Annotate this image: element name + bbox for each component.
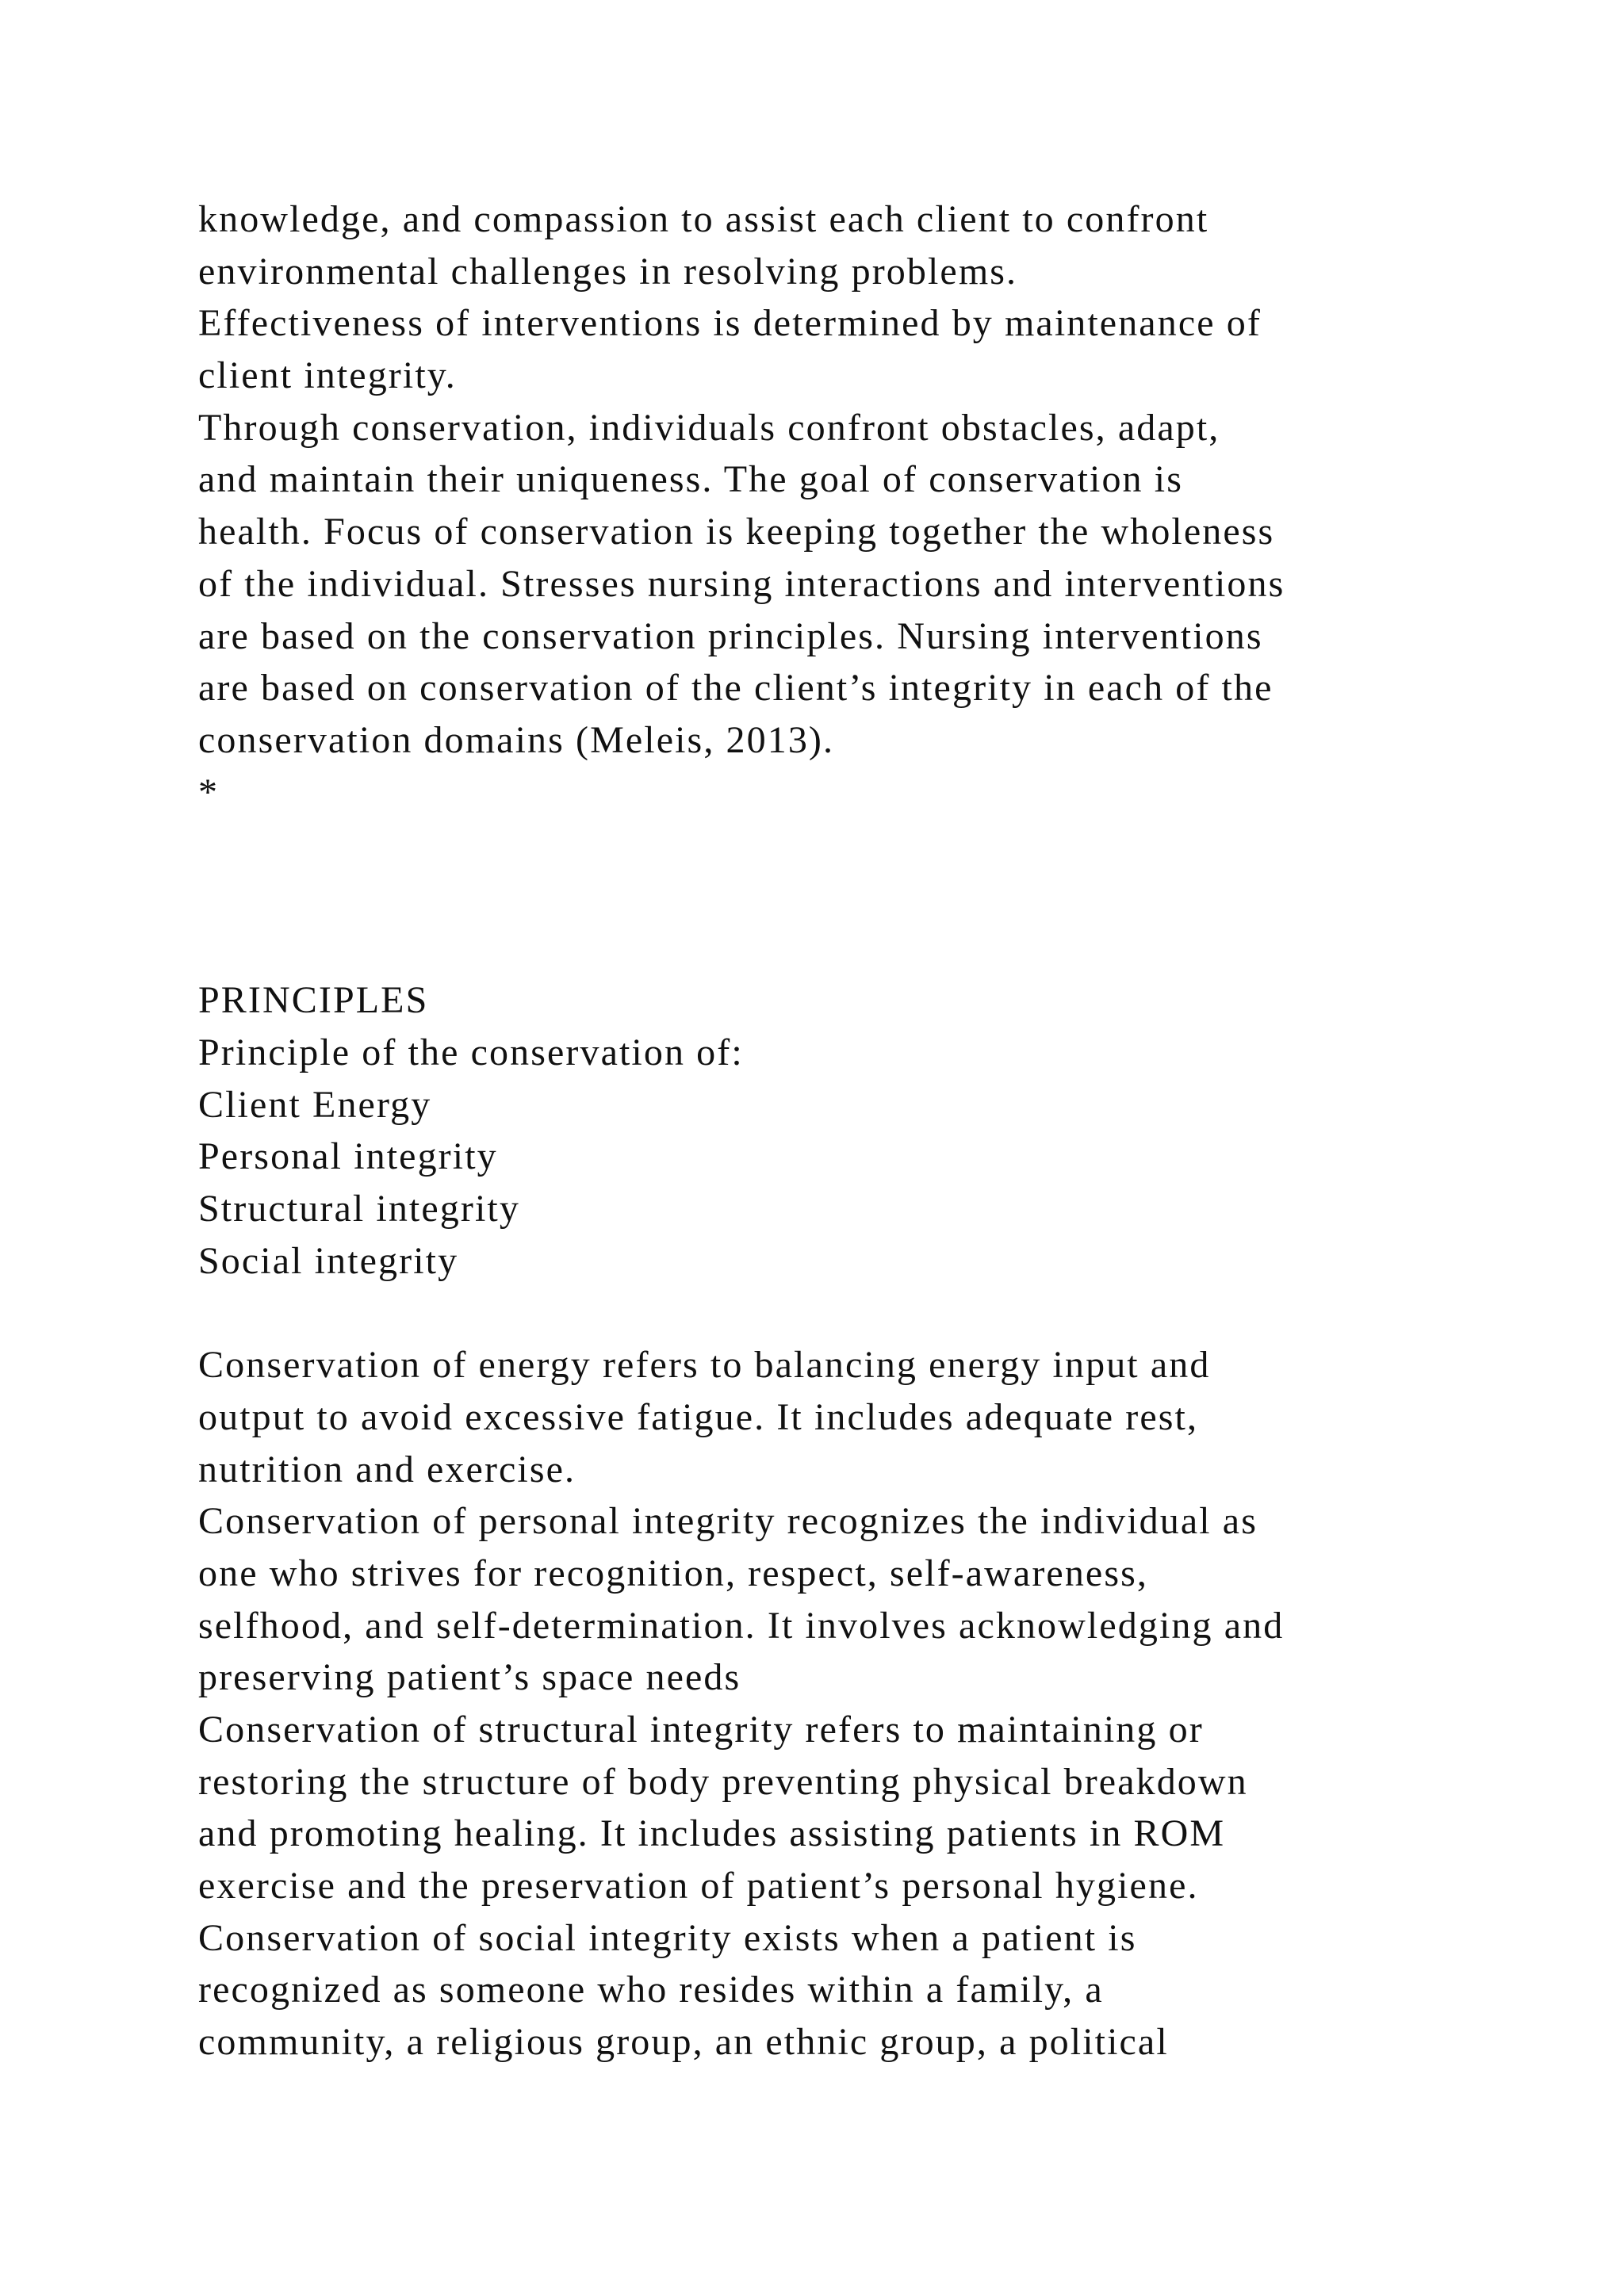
text-line: Effectiveness of interventions is determined by maintenance of (198, 302, 1262, 345)
blank-line (198, 923, 1546, 975)
text-line: Principle of the conservation of: (198, 1031, 744, 1073)
text-line: of the individual. Stresses nursing interactions and interventions (198, 562, 1285, 605)
text-line: community, a religious group, an ethnic group, a political (198, 2021, 1169, 2064)
text-line: Conservation of social integrity exists when a patient is (198, 1916, 1137, 1959)
text-line: are based on conservation of the client’s integrity in each of the (198, 667, 1274, 710)
text-line: Conservation of energy refers to balancing energy input and (198, 1344, 1211, 1387)
text-line: exercise and the preservation of patient’s personal hygiene. (198, 1865, 1199, 1907)
text-line: knowledge, and compassion to assist each client to confront (198, 198, 1209, 240)
text-line: Through conservation, individuals confront obstacles, adapt, (198, 406, 1220, 449)
text-line: output to avoid excessive fatigue. It includes adequate rest, (198, 1395, 1199, 1438)
text-line: and maintain their uniqueness. The goal of conservation is (198, 458, 1183, 501)
text-line: Conservation of structural integrity refers to maintaining or (198, 1708, 1204, 1751)
blank-line (198, 871, 1546, 923)
text-line: nutrition and exercise. (198, 1448, 576, 1490)
principle-item: Personal integrity (198, 1135, 498, 1178)
principle-item: Client Energy (198, 1083, 432, 1126)
document-body (198, 193, 1546, 2068)
principle-item: Social integrity (198, 1239, 459, 1282)
text-line: client integrity. (198, 354, 457, 397)
text-line: selfhood, and self-determination. It involves acknowledging and (198, 1604, 1285, 1647)
text-line: one who strives for recognition, respect, self-awareness, (198, 1552, 1148, 1594)
text-line: conservation domains (Meleis, 2013). (198, 718, 835, 761)
section-heading-principles: PRINCIPLES (198, 979, 429, 1022)
text-line: are based on the conservation principles. Nursing interventions (198, 614, 1263, 657)
blank-line (198, 818, 1546, 871)
asterisk-marker: * (198, 771, 220, 813)
text-line: health. Focus of conservation is keeping together the wholeness (198, 511, 1275, 553)
text-line: environmental challenges in resolving problems. (198, 250, 1018, 293)
text-line: and promoting healing. It includes assisting patients in ROM (198, 1812, 1226, 1855)
blank-line (198, 1287, 1546, 1339)
text-line: restoring the structure of body preventing physical breakdown (198, 1760, 1248, 1803)
text-line: Conservation of personal integrity recognizes the individual as (198, 1500, 1258, 1543)
text-line: recognized as someone who resides within a family, a (198, 1969, 1104, 2011)
text-line: preserving patient’s space needs (198, 1656, 741, 1699)
principle-item: Structural integrity (198, 1188, 520, 1230)
